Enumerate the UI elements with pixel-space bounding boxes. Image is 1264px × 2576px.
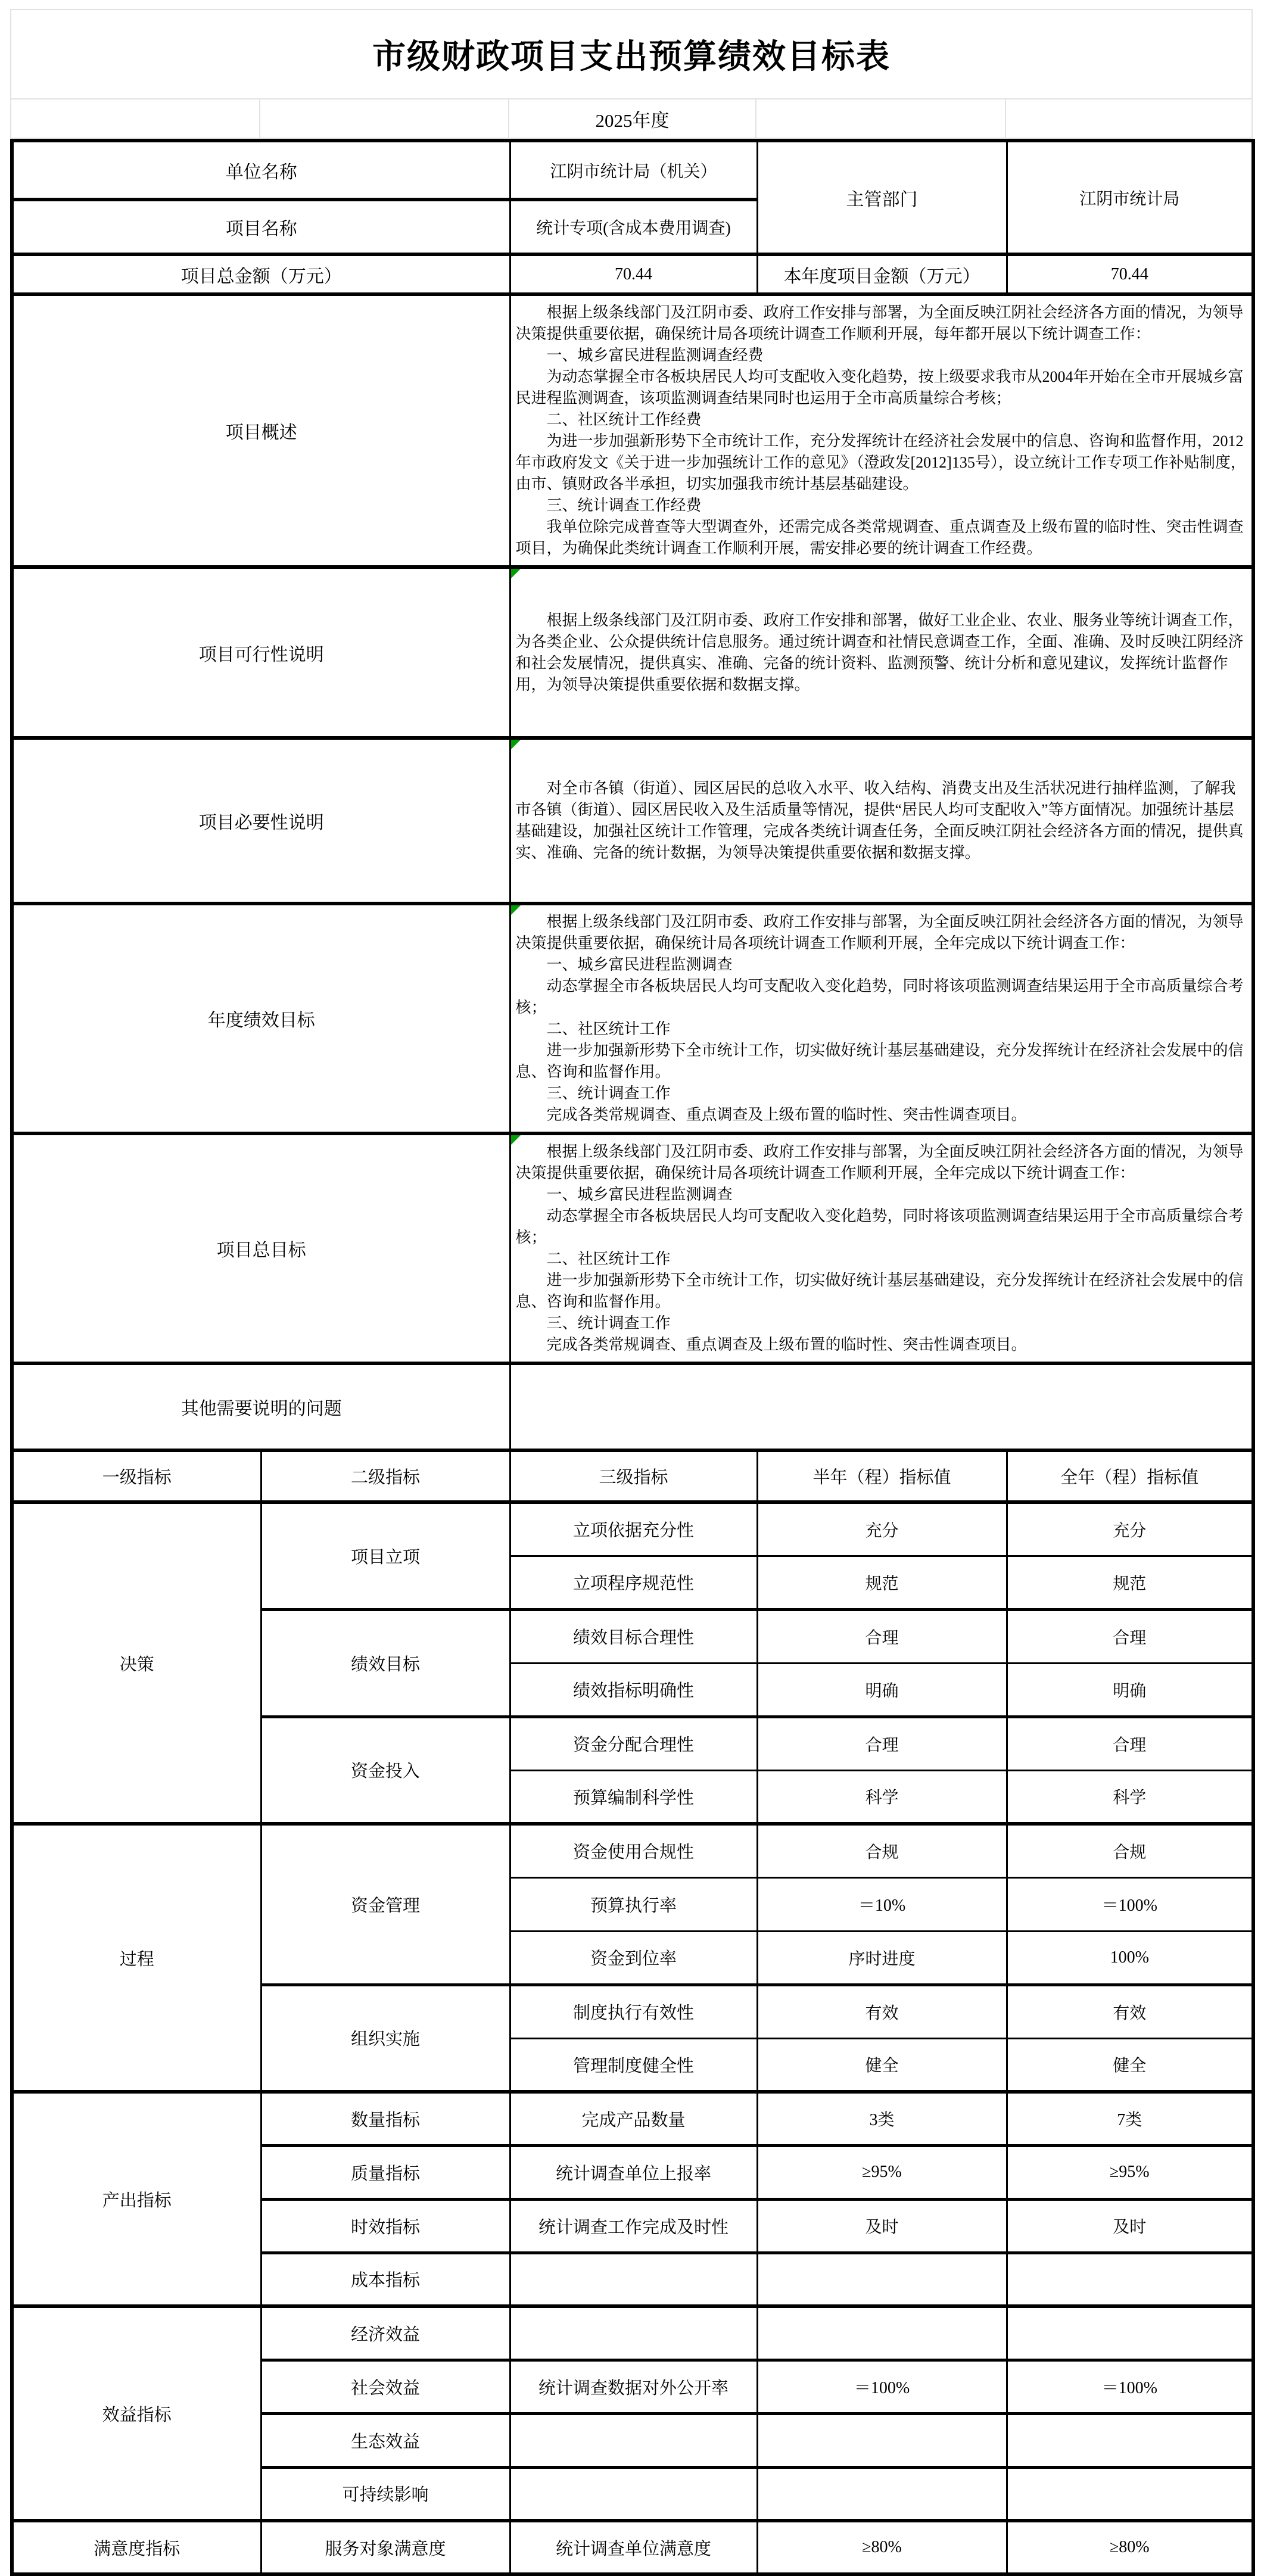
indicator-row [12,2521,1253,2574]
indicator-row [12,1824,1253,1877]
year-row-spacer [1005,99,1252,138]
half-year-value: ≥80% [757,2521,1007,2574]
year-row-spacer [756,99,1005,138]
level2-cell: 质量指标 [261,2145,510,2199]
full-year-value [1007,2467,1253,2521]
budget-performance-sheet [10,9,1251,2576]
unit-name-value: 江阴市统计局（机关） [510,141,757,200]
section-content [510,1133,1253,1363]
total-amount-value: 70.44 [510,254,757,294]
full-year-value: 充分 [1007,1502,1253,1556]
section-label: 项目总目标 [12,1133,510,1363]
half-year-value: 明确 [757,1663,1007,1717]
half-year-value: ≥95% [757,2145,1007,2199]
level2-cell: 项目立项 [261,1502,510,1609]
level3-cell [510,2253,757,2306]
half-year-value: 规范 [757,1556,1007,1609]
year-row-spacer [11,99,260,138]
full-year-value: 科学 [1007,1770,1253,1824]
paragraph: 二、社区统计工作 [546,1250,671,1267]
level2-cell: 社会效益 [261,2360,510,2413]
total-amount-label: 项目总金额（万元） [12,254,510,294]
level3-cell: 资金使用合规性 [510,1824,757,1877]
level3-cell: 预算编制科学性 [510,1770,757,1824]
paragraph: 完成各类常规调查、重点调查及上级布置的临时性、突击性调查项目。 [546,1336,1027,1353]
paragraph: 我单位除完成普查等大型调查外，还需完成各类常规调查、重点调查及上级布置的临时性、突击性调查项目，为确保此类统计调查工作顺利开展，需安排必要的统计调查工作经费。 [515,518,1244,557]
level3-cell: 立项依据充分性 [510,1502,757,1556]
section-label: 项目概述 [12,294,510,567]
half-year-value: 合规 [757,1824,1007,1877]
header-level1: 一级指标 [12,1450,261,1502]
header-level2: 二级指标 [261,1450,510,1502]
comment-marker-icon [511,740,521,749]
section-row-feasibility [12,567,1253,738]
year-row [11,99,1252,138]
header-level3: 三级指标 [510,1450,757,1502]
section-content [510,738,1253,904]
fiscal-year-cell: 2025年度 [509,99,756,138]
section-label: 项目必要性说明 [12,738,510,904]
level3-cell [510,2306,757,2360]
level3-cell: 完成产品数量 [510,2092,757,2145]
level3-cell: 制度执行有效性 [510,1985,757,2038]
paragraph: 进一步加强新形势下全市统计工作，切实做好统计基层基础建设，充分发挥统计在经济社会发展中的信息、咨询和监督作用。 [515,1042,1244,1080]
half-year-value: 合理 [757,1717,1007,1770]
level2-cell: 经济效益 [261,2306,510,2360]
section-label: 年度绩效目标 [12,904,510,1133]
half-year-value [757,2413,1007,2467]
paragraph: 根据上级条线部门及江阴市委、政府工作安排与部署，为全面反映江阴社会经济各方面的情况，为领导决策提供重要依据，确保统计局各项统计调查工作顺利开展，全年完成以下统计调查工作： [515,913,1244,952]
level1-cell: 决策 [12,1502,261,1824]
paragraph: 完成各类常规调查、重点调查及上级布置的临时性、突击性调查项目。 [546,1106,1027,1123]
level3-cell: 绩效目标合理性 [510,1609,757,1663]
paragraph: 根据上级条线部门及江阴市委、政府工作安排和部署，做好工业企业、农业、服务业等统计调查工作，为各类企业、公众提供统计信息服务。通过统计调查和社情民意调查工作，全面、准确、及时反映江阴经济和社会发展情况，提供真实、准确、完备的统计资料、监测预警、统计分析和意见建议，发挥统计监督作用，为领导决策提供重要依据和数据支撑。 [515,611,1244,693]
half-year-value: 及时 [757,2199,1007,2253]
level1-cell: 产出指标 [12,2092,261,2306]
full-year-value [1007,2413,1253,2467]
section-content [510,294,1253,567]
title-row [11,10,1252,99]
full-year-value: 及时 [1007,2199,1253,2253]
main-table [10,139,1255,2576]
level2-cell: 资金投入 [261,1717,510,1824]
paragraph: 一、城乡富民进程监测调查 [546,1186,733,1203]
full-year-value: 合理 [1007,1717,1253,1770]
full-year-value [1007,2306,1253,2360]
level3-cell: 统计调查单位满意度 [510,2521,757,2574]
full-year-value: 100% [1007,1931,1253,1985]
level2-cell: 时效指标 [261,2199,510,2253]
project-name-label: 项目名称 [12,200,510,254]
annual-amount-label: 本年度项目金额（万元） [757,254,1007,294]
year-row-spacer [260,99,509,138]
section-label: 项目可行性说明 [12,567,510,738]
level2-cell: 可持续影响 [261,2467,510,2521]
level2-cell: 数量指标 [261,2092,510,2145]
paragraph: 三、统计调查工作经费 [546,497,702,514]
level3-cell: 统计调查数据对外公开率 [510,2360,757,2413]
comment-marker-icon [511,1135,521,1145]
full-year-value: 明确 [1007,1663,1253,1717]
indicator-header-row [12,1450,1253,1502]
full-year-value: ≥80% [1007,2521,1253,2574]
full-year-value: 健全 [1007,2038,1253,2092]
half-year-value: 3类 [757,2092,1007,2145]
level3-cell [510,2467,757,2521]
level3-cell: 绩效指标明确性 [510,1663,757,1717]
paragraph: 为进一步加强新形势下全市统计工作，充分发挥统计在经济社会发展中的信息、咨询和监督作用，2012年市政府发文《关于进一步加强统计工作的意见》（澄政发[2012]135号），设立统计工作专项工作补贴制度，由市、镇财政各半承担，切实加强我市统计基层基础建设。 [515,432,1246,493]
full-year-value: 合理 [1007,1609,1253,1663]
paragraph: 三、统计调查工作 [546,1085,671,1102]
half-year-value [757,2253,1007,2306]
level2-cell: 组织实施 [261,1985,510,2092]
full-year-value: ≥95% [1007,2145,1253,2199]
level1-cell: 过程 [12,1824,261,2092]
level1-cell: 效益指标 [12,2306,261,2521]
indicator-row [12,2306,1253,2360]
half-year-value [757,2467,1007,2521]
full-year-value: 7类 [1007,2092,1253,2145]
half-year-value: 科学 [757,1770,1007,1824]
annual-amount-value: 70.44 [1007,254,1253,294]
paragraph: 三、统计调查工作 [546,1315,671,1332]
title-block [10,9,1253,139]
paragraph: 动态掌握全市各板块居民人均可支配收入变化趋势，同时将该项监测调查结果运用于全市高质量综合考核； [515,1207,1244,1246]
level3-cell: 统计调查单位上报率 [510,2145,757,2199]
section-row-overall-target [12,1133,1253,1363]
amount-row [12,254,1253,294]
half-year-value: 有效 [757,1985,1007,2038]
paragraph: 根据上级条线部门及江阴市委、政府工作安排与部署，为全面反映江阴社会经济各方面的情况，为领导决策提供重要依据，确保统计局各项统计调查工作顺利开展，每年都开展以下统计调查工作： [515,304,1244,342]
paragraph: 对全市各镇（街道）、园区居民的总收入水平、收入结构、消费支出及生活状况进行抽样监测，了解我市各镇（街道）、园区居民收入及生活质量等情况，提供“居民人均可支配收入”等方面情况。加强统计基层基础建设，加强社区统计工作管理，完成各类统计调查任务，全面反映江阴社会经济各方面的情况，提供真实、准确、完备的统计数据，为领导决策提供重要依据和数据支撑。 [515,780,1244,861]
paragraph: 为动态掌握全市各板块居民人均可支配收入变化趋势，按上级要求我市从2004年开始在全市开展城乡富民进程监测调查，该项监测调查结果同时也运用于全市高质量综合考核； [515,368,1244,407]
section-label: 其他需要说明的问题 [12,1363,510,1450]
paragraph: 一、城乡富民进程监测调查经费 [546,347,764,364]
unit-row [12,141,1253,200]
level1-cell: 满意度指标 [12,2521,261,2574]
level2-cell: 服务对象满意度 [261,2521,510,2574]
full-year-value: ＝100% [1007,2360,1253,2413]
level3-cell [510,2413,757,2467]
header-half-year: 半年（程）指标值 [757,1450,1007,1502]
dept-label: 主管部门 [757,141,1007,254]
section-content [510,904,1253,1133]
level2-cell: 生态效益 [261,2413,510,2467]
paragraph: 二、社区统计工作 [546,1020,671,1038]
page-title: 市级财政项目支出预算绩效目标表 [11,10,1252,99]
paragraph: 二、社区统计工作经费 [546,411,702,428]
paragraph: 根据上级条线部门及江阴市委、政府工作安排与部署，为全面反映江阴社会经济各方面的情况，为领导决策提供重要依据，确保统计局各项统计调查工作顺利开展，全年完成以下统计调查工作： [515,1143,1244,1182]
half-year-value: ＝10% [757,1877,1007,1931]
level3-cell: 资金分配合理性 [510,1717,757,1770]
full-year-value: 有效 [1007,1985,1253,2038]
paragraph: 一、城乡富民进程监测调查 [546,956,733,973]
level3-cell: 管理制度健全性 [510,2038,757,2092]
half-year-value: 充分 [757,1502,1007,1556]
half-year-value [757,2306,1007,2360]
full-year-value: 合规 [1007,1824,1253,1877]
level3-cell: 统计调查工作完成及时性 [510,2199,757,2253]
half-year-value: ＝100% [757,2360,1007,2413]
level2-cell: 成本指标 [261,2253,510,2306]
header-full-year: 全年（程）指标值 [1007,1450,1253,1502]
full-year-value: 规范 [1007,1556,1253,1609]
comment-marker-icon [511,569,521,578]
full-year-value: ＝100% [1007,1877,1253,1931]
section-row-necessity [12,738,1253,904]
section-content [510,567,1253,738]
dept-value: 江阴市统计局 [1007,141,1253,254]
unit-name-label: 单位名称 [12,141,510,200]
section-row-other-issues [12,1363,1253,1450]
level2-cell: 资金管理 [261,1824,510,1985]
level3-cell: 立项程序规范性 [510,1556,757,1609]
level3-cell: 资金到位率 [510,1931,757,1985]
full-year-value [1007,2253,1253,2306]
half-year-value: 序时进度 [757,1931,1007,1985]
paragraph: 动态掌握全市各板块居民人均可支配收入变化趋势，同时将该项监测调查结果运用于全市高质量综合考核； [515,977,1244,1016]
project-name-value: 统计专项(含成本费用调查) [510,200,757,254]
paragraph: 进一步加强新形势下全市统计工作，切实做好统计基层基础建设，充分发挥统计在经济社会发展中的信息、咨询和监督作用。 [515,1272,1244,1310]
comment-marker-icon [511,905,521,915]
section-row-overview [12,294,1253,567]
indicator-row [12,1502,1253,1556]
section-content [510,1363,1253,1450]
half-year-value: 健全 [757,2038,1007,2092]
indicator-row [12,2092,1253,2145]
level3-cell: 预算执行率 [510,1877,757,1931]
half-year-value: 合理 [757,1609,1007,1663]
section-row-annual-target [12,904,1253,1133]
level2-cell: 绩效目标 [261,1609,510,1717]
